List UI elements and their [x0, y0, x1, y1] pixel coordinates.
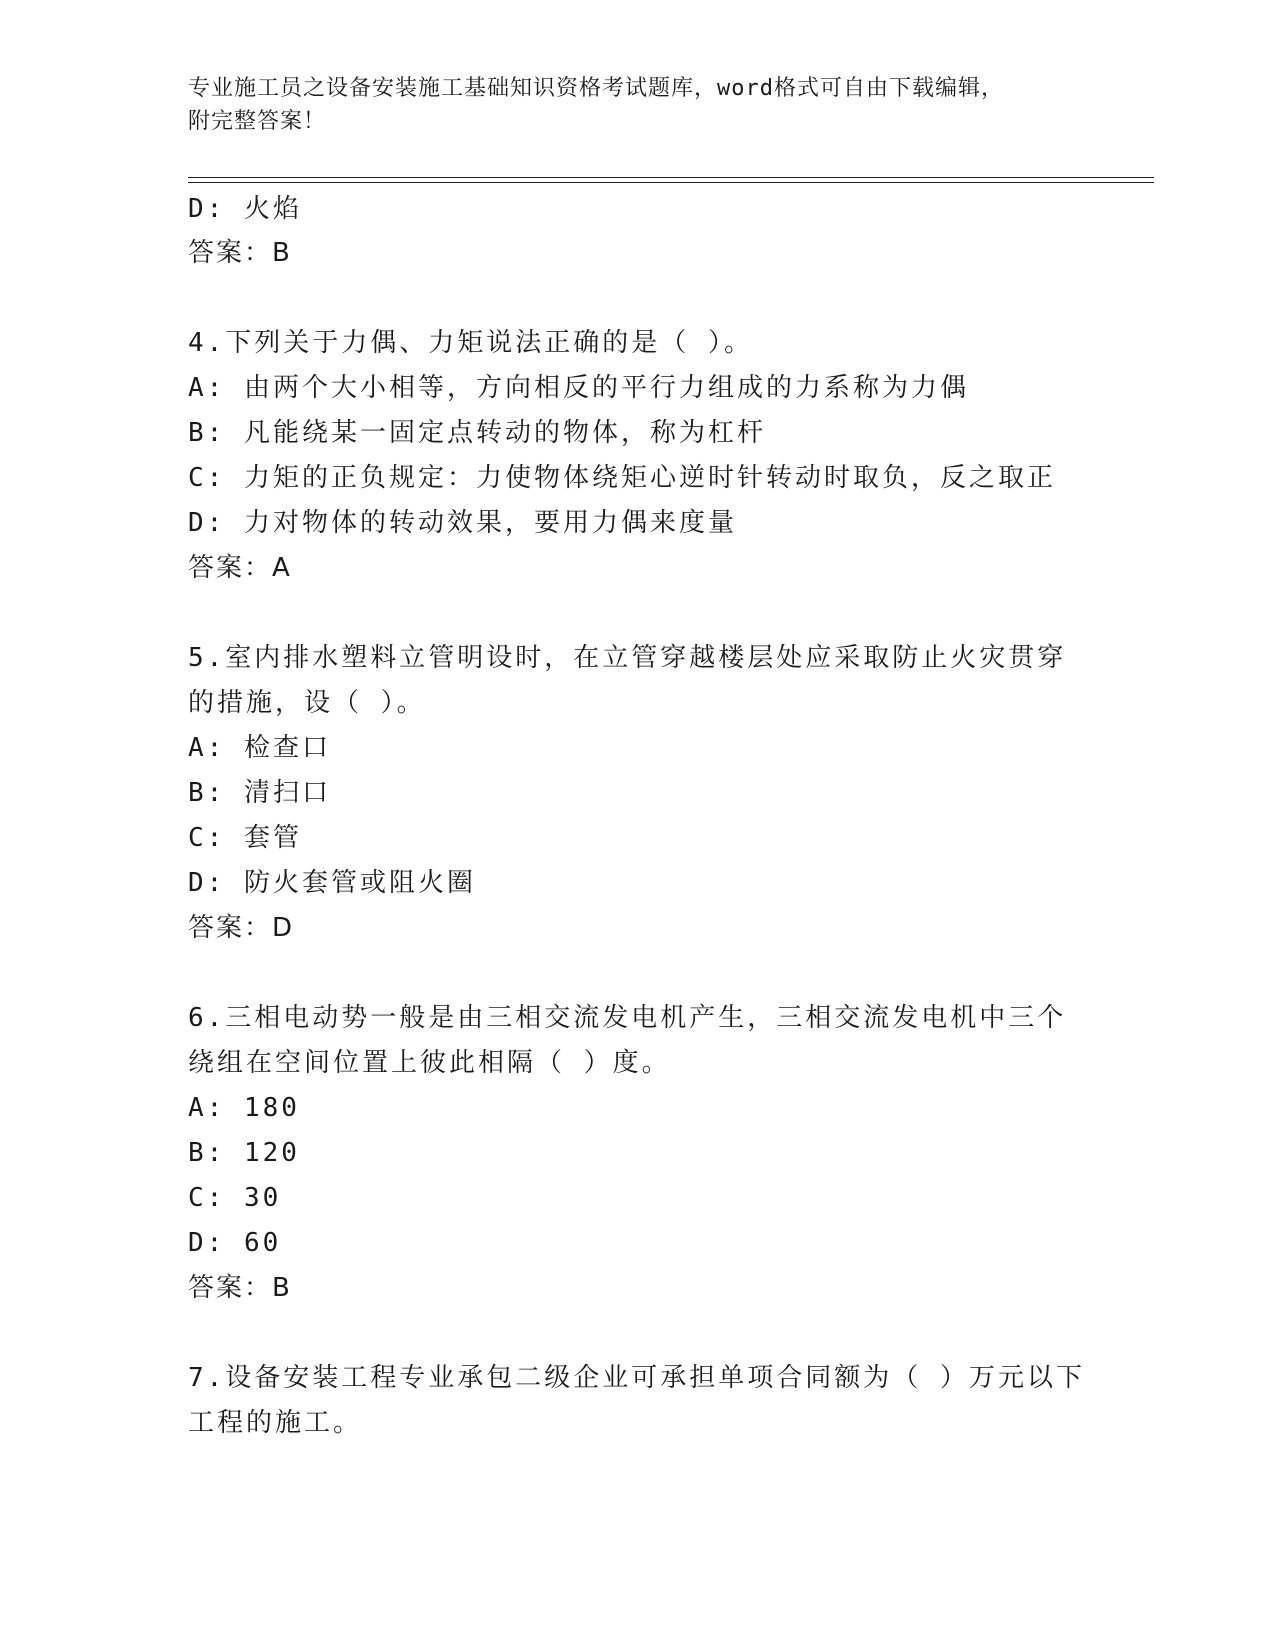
- q7-stem-line1: 7.设备安装工程专业承包二级企业可承担单项合同额为（ ）万元以下: [188, 1363, 1085, 1393]
- q5-option-c: C: 套管: [188, 823, 302, 853]
- document-header: [188, 72, 1088, 138]
- q6-option-a: A: 180: [188, 1093, 300, 1123]
- q4-option-c: C: 力矩的正负规定：力使物体绕矩心逆时针转动时取负，反之取正: [188, 463, 1056, 493]
- q6-option-b: B: 120: [188, 1138, 300, 1168]
- q4-option-a: A: 由两个大小相等，方向相反的平行力组成的力系称为力偶: [188, 373, 969, 403]
- q6-stem-line2: 绕组在空间位置上彼此相隔（ ）度。: [188, 1048, 671, 1078]
- q5-stem-line2: 的措施，设（ ）。: [188, 688, 426, 718]
- header-title-line1: 专业施工员之设备安装施工基础知识资格考试题库，word格式可自由下载编辑，: [188, 76, 1004, 101]
- header-divider-top: [188, 177, 1154, 178]
- q4-answer: 答案：A: [188, 553, 292, 583]
- header-title-line2: 附完整答案！: [188, 109, 327, 134]
- q3-option-d: D: 火焰: [188, 194, 302, 224]
- q3-answer: 答案：B: [188, 238, 292, 268]
- q5-option-a: A: 检查口: [188, 733, 331, 763]
- q5-stem-line1: 5.室内排水塑料立管明设时，在立管穿越楼层处应采取防止火灾贯穿: [188, 643, 1067, 673]
- q4-option-b: B: 凡能绕某一固定点转动的物体，称为杠杆: [188, 418, 766, 448]
- q5-option-b: B: 清扫口: [188, 778, 331, 808]
- q7-stem-line2: 工程的施工。: [188, 1408, 363, 1438]
- q6-answer: 答案：B: [188, 1273, 292, 1303]
- q4-option-d: D: 力对物体的转动效果，要用力偶来度量: [188, 508, 737, 538]
- header-divider-bottom: [188, 182, 1154, 183]
- q4-stem: 4.下列关于力偶、力矩说法正确的是（ ）。: [188, 328, 753, 358]
- q6-option-d: D: 60: [188, 1228, 282, 1258]
- q5-option-d: D: 防火套管或阻火圈: [188, 868, 476, 898]
- q5-answer: 答案：D: [188, 913, 295, 943]
- q6-option-c: C: 30: [188, 1183, 282, 1213]
- q6-stem-line1: 6.三相电动势一般是由三相交流发电机产生，三相交流发电机中三个: [188, 1003, 1067, 1033]
